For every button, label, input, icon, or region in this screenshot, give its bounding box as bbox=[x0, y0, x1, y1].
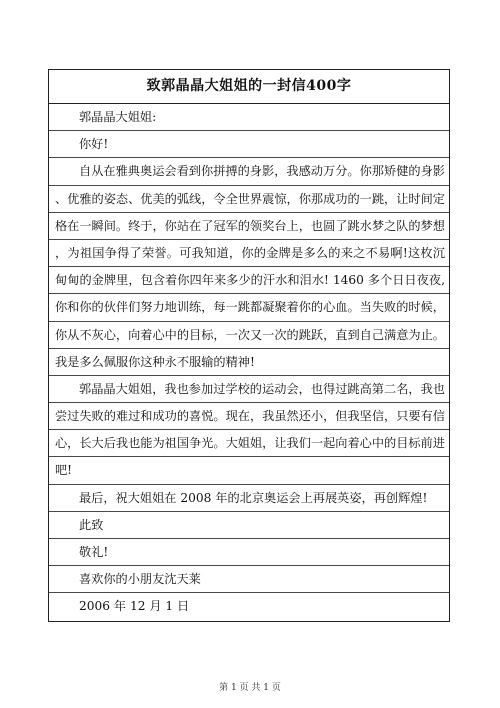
letter-line: 敬礼! bbox=[49, 539, 449, 566]
page-footer: 第 1 页 共 1 页 bbox=[219, 683, 281, 693]
letter-line: 此致 bbox=[49, 512, 449, 539]
letter-line: 尝过失败的难过和成功的喜悦。现在，我虽然还小，但我坚信，只要有信 bbox=[49, 403, 449, 430]
letter-line: ，为祖国争得了荣誉。可我知道，你的金牌是多么的来之不易啊!这枚沉 bbox=[49, 240, 449, 267]
letter-sheet bbox=[48, 69, 450, 622]
letter-line: 心，长大后我也能为祖国争光。大姐姐，让我们一起向着心中的目标前进 bbox=[49, 430, 449, 457]
letter-line: 自从在雅典奥运会看到你拼搏的身影，我感动万分。你那矫健的身影 bbox=[49, 158, 449, 185]
letter-line: 你从不灰心，向着心中的目标，一次又一次的跳跃，直到自己满意为止。 bbox=[49, 322, 449, 349]
letter-line: 2006 年 12 月 1 日 bbox=[79, 599, 190, 614]
letter-line: 喜欢你的小朋友沈天莱 bbox=[49, 566, 449, 593]
letter-line: 甸甸的金牌里，包含着你四年来多少的汗水和泪水! 1460 多个日日夜夜, bbox=[49, 267, 449, 294]
letter-line: 最后，祝大姐姐在 2008 年的北京奥运会上再展英姿，再创辉煌! bbox=[49, 485, 449, 512]
letter-line: 吧! bbox=[49, 457, 449, 484]
letter-line: 郭晶晶大姐姐: bbox=[49, 104, 449, 131]
letter-line: 我是多么佩服你这种永不服输的精神! bbox=[49, 349, 449, 376]
letter-line: 、优雅的姿态、优美的弧线，令全世界震惊，你那成功的一跳，让时间定 bbox=[49, 186, 449, 213]
letter-body bbox=[49, 104, 449, 621]
letter-line: 格在一瞬间。终于，你站在了冠军的领奖台上，也圆了跳水梦之队的梦想 bbox=[49, 213, 449, 240]
letter-line: 郭晶晶大姐姐，我也参加过学校的运动会，也得过跳高第二名，我也 bbox=[49, 376, 449, 403]
letter-line: 你和你的伙伴们努力地训练，每一跳都凝聚着你的心血。当失败的时候， bbox=[49, 294, 449, 321]
letter-line: 你好! bbox=[49, 131, 449, 158]
letter-title: 致郭晶晶大姐姐的一封信400字 bbox=[49, 70, 449, 104]
